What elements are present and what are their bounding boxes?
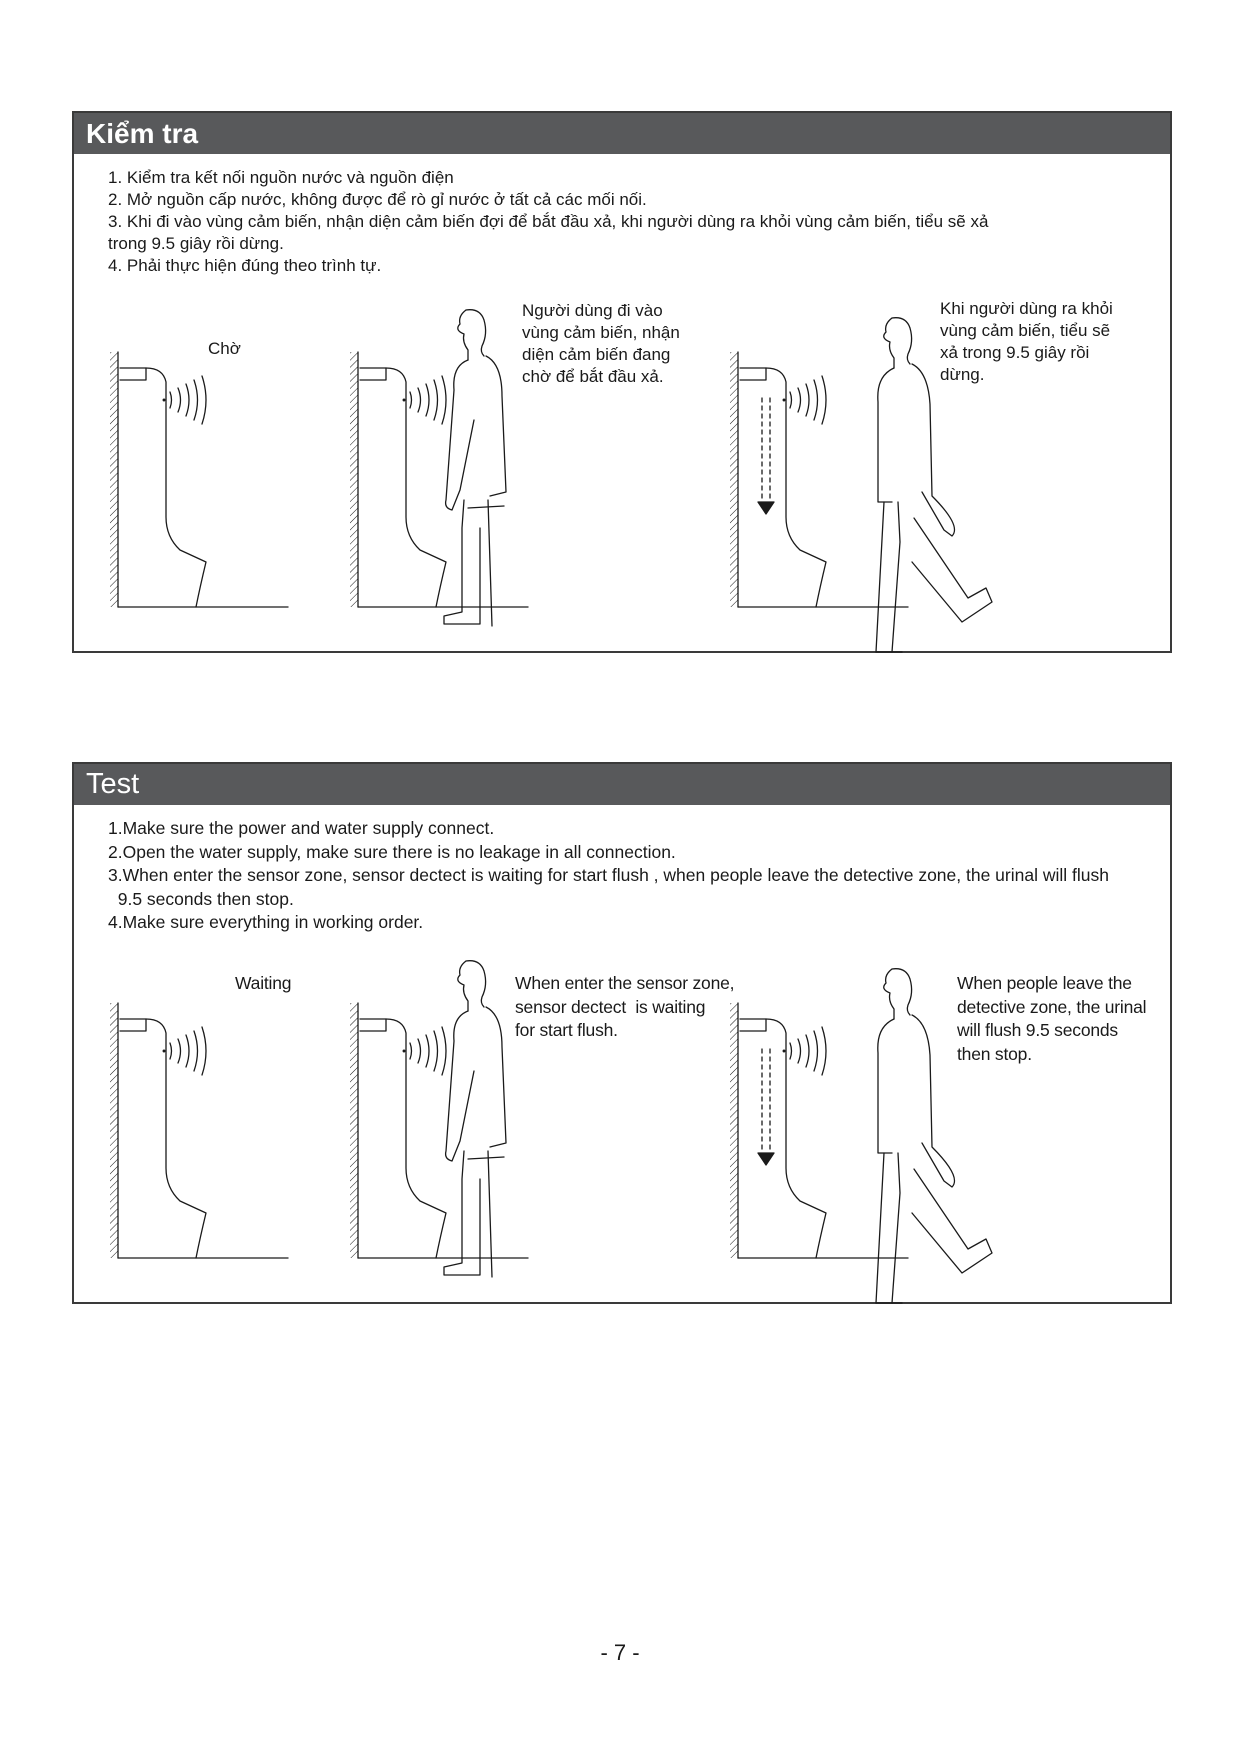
urinal-waiting-illustration xyxy=(110,352,288,607)
urinal-person-enter-illustration xyxy=(350,961,528,1277)
caption-enter-zone: Người dùng đi vào vùng cảm biến, nhận diện cảm biến đang chờ để bắt đầu xả. xyxy=(522,301,680,386)
page-number: - 7 - xyxy=(600,1640,640,1665)
step-1: 1.Make sure the power and water supply connect. xyxy=(108,818,495,838)
test-section-vietnamese xyxy=(72,111,1172,653)
illustration-svg xyxy=(74,113,1174,655)
step-3-continued: trong 9.5 giây rồi dừng. xyxy=(108,234,284,253)
caption-leave-zone: Khi người dùng ra khỏi vùng cảm biến, tiểu sẽ xả trong 9.5 giây rồi dừng. xyxy=(940,299,1113,384)
step-3: 3. Khi đi vào vùng cảm biến, nhận diện cảm biến đợi để bắt đầu xả, khi người dùng ra khỏi vùng cảm biến, tiểu sẽ xả xyxy=(108,212,989,231)
step-2: 2. Mở nguồn cấp nước, không được để rò gỉ nước ở tất cả các mối nối. xyxy=(108,190,647,209)
urinal-person-enter-illustration xyxy=(350,310,528,626)
urinal-waiting-illustration xyxy=(110,1003,288,1258)
caption-waiting: Chờ xyxy=(208,339,241,358)
section-title: Kiểm tra xyxy=(74,113,1170,154)
step-3-continued: 9.5 seconds then stop. xyxy=(108,888,294,909)
illustration-svg xyxy=(74,764,1174,1306)
step-4: 4. Phải thực hiện đúng theo trình tự. xyxy=(108,256,382,275)
caption-leave-zone: When people leave the detective zone, the urinal will flush 9.5 seconds then stop. xyxy=(957,973,1147,1064)
caption-waiting: Waiting xyxy=(235,973,292,993)
step-1: 1. Kiểm tra kết nối nguồn nước và nguồn điện xyxy=(108,168,454,187)
caption-enter-zone: When enter the sensor zone, sensor dectect is waiting for start flush. xyxy=(515,973,735,1040)
urinal-person-leave-illustration xyxy=(730,318,992,652)
step-4: 4.Make sure everything in working order. xyxy=(108,912,424,932)
section-title: Test xyxy=(74,764,1170,805)
step-3: 3.When enter the sensor zone, sensor dectect is waiting for start flush , when people leave the detective zone, the urinal will flush xyxy=(108,865,1109,885)
step-2: 2.Open the water supply, make sure there is no leakage in all connection. xyxy=(108,841,676,862)
urinal-person-leave-illustration xyxy=(730,969,992,1303)
test-section-english xyxy=(72,762,1172,1304)
